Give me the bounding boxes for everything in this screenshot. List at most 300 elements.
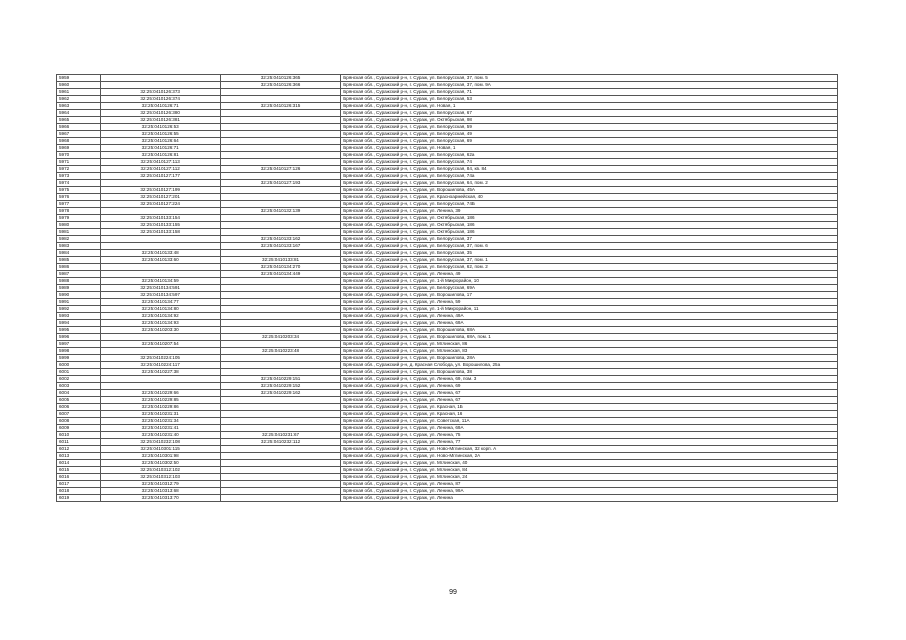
address-cell: Брянская обл., Суражский р-н, г. Сураж, ул. 1-й Микрорайон, 10: [341, 278, 838, 285]
cadastral-number-cell: 32:25:0410231:41: [100, 425, 220, 432]
building-cadastral-number-cell: [220, 187, 340, 194]
row-number-cell: 6012: [57, 446, 101, 453]
address-cell: Брянская обл., Суражский р-н, г. Сураж, ул. Белорусская, 67: [341, 110, 838, 117]
cadastral-number-cell: 32:25:0410126:64: [100, 138, 220, 145]
table-row: [57, 194, 838, 201]
building-cadastral-number-cell: [220, 418, 340, 425]
building-cadastral-number-cell: [220, 229, 340, 236]
cadastral-number-cell: 32:25:0410126:71: [100, 103, 220, 110]
building-cadastral-number-cell: [220, 355, 340, 362]
building-cadastral-number-cell: 32:25:0410134:270: [220, 264, 340, 271]
building-cadastral-number-cell: [220, 369, 340, 376]
row-number-cell: 6017: [57, 481, 101, 488]
property-table: [56, 74, 838, 502]
address-cell: Брянская обл., Суражский р-н, г. Сураж, ул. Белорусская, 35: [341, 250, 838, 257]
address-cell: Брянская обл., Суражский р-н, г. Сураж, ул. Белорусская, 59: [341, 124, 838, 131]
address-cell: Брянская обл., Суражский р-н, г. Сураж, ул. Ворошилова, 28А: [341, 355, 838, 362]
row-number-cell: 5982: [57, 236, 101, 243]
row-number-cell: 5975: [57, 187, 101, 194]
building-cadastral-number-cell: [220, 250, 340, 257]
table-row: [57, 152, 838, 159]
cadastral-number-cell: 32:25:0410312:79: [100, 481, 220, 488]
cadastral-number-cell: 32:25:0410127:224: [100, 201, 220, 208]
building-cadastral-number-cell: 32:25:0410133:162: [220, 236, 340, 243]
cadastral-number-cell: 32:25:0410227:38: [100, 369, 220, 376]
building-cadastral-number-cell: 32:25:0410133:81: [220, 257, 340, 264]
row-number-cell: 5999: [57, 355, 101, 362]
row-number-cell: 5971: [57, 159, 101, 166]
address-cell: Брянская обл., Суражский р-н, г. Сураж, ул. Мглинская, 84: [341, 467, 838, 474]
row-number-cell: 5962: [57, 96, 101, 103]
address-cell: Брянская обл., Суражский р-н, г. Сураж, ул. Ворошилова, 68А, пом. 1: [341, 334, 838, 341]
row-number-cell: 5985: [57, 257, 101, 264]
cadastral-number-cell: 32:25:0410127:201: [100, 194, 220, 201]
table-row: [57, 320, 838, 327]
cadastral-number-cell: 32:25:0410134:92: [100, 313, 220, 320]
cadastral-number-cell: 32:25:0410312:102: [100, 467, 220, 474]
building-cadastral-number-cell: 32:25:0410231:67: [220, 432, 340, 439]
building-cadastral-number-cell: [220, 299, 340, 306]
table-row: [57, 215, 838, 222]
building-cadastral-number-cell: [220, 488, 340, 495]
building-cadastral-number-cell: 32:25:0410126:315: [220, 103, 340, 110]
cadastral-number-cell: 32:25:0410134:80: [100, 306, 220, 313]
table-row: [57, 180, 838, 187]
table-row: [57, 341, 838, 348]
table-row: [57, 173, 838, 180]
address-cell: Брянская обл., Суражский р-н, г. Сураж, ул. Белорусская, 37: [341, 236, 838, 243]
address-cell: Брянская обл., Суражский р-н, г. Сураж, ул. Октябрьская, 186: [341, 222, 838, 229]
cadastral-number-cell: [100, 243, 220, 250]
cadastral-number-cell: 32:25:0410207:54: [100, 341, 220, 348]
cadastral-number-cell: 32:25:0410301:98: [100, 453, 220, 460]
address-cell: Брянская обл., Суражский р-н, г. Сураж, ул. Ворошилова, 45А: [341, 187, 838, 194]
address-cell: Брянская обл., Суражский р-н, г. Сураж, ул. Белорусская, 64, пом. 2: [341, 180, 838, 187]
table-row: [57, 313, 838, 320]
cadastral-number-cell: 32:25:0410127:112: [100, 166, 220, 173]
address-cell: Брянская обл., Суражский р-н, г. Сураж, ул. Мглинская, 40: [341, 460, 838, 467]
building-cadastral-number-cell: 32:25:0410134:449: [220, 271, 340, 278]
row-number-cell: 6016: [57, 474, 101, 481]
cadastral-number-cell: [100, 208, 220, 215]
row-number-cell: 5993: [57, 313, 101, 320]
table-row: [57, 229, 838, 236]
row-number-cell: 6002: [57, 376, 101, 383]
building-cadastral-number-cell: [220, 96, 340, 103]
cadastral-number-cell: 32:25:0410126:53: [100, 124, 220, 131]
address-cell: Брянская обл., Суражский р-н, г. Сураж, ул. Ворошилова, 17: [341, 292, 838, 299]
table-row: [57, 187, 838, 194]
address-cell: Брянская обл., Суражский р-н, г. Сураж, ул. Ленина, 99А: [341, 488, 838, 495]
building-cadastral-number-cell: 32:25:0410229:162: [220, 390, 340, 397]
row-number-cell: 6014: [57, 460, 101, 467]
cadastral-number-cell: 32:25:0410134:77: [100, 299, 220, 306]
address-cell: Брянская обл., Суражский р-н, г. Сураж, ул. Ленина, 69А: [341, 425, 838, 432]
table-row: [57, 404, 838, 411]
cadastral-number-cell: [100, 383, 220, 390]
building-cadastral-number-cell: [220, 495, 340, 502]
address-cell: Брянская обл., Суражский р-н, г. Сураж, ул. Белорусская, 71: [341, 89, 838, 96]
table-row: [57, 390, 838, 397]
table-row: [57, 110, 838, 117]
row-number-cell: 5966: [57, 124, 101, 131]
row-number-cell: 6003: [57, 383, 101, 390]
cadastral-number-cell: 32:25:0410133:48: [100, 250, 220, 257]
building-cadastral-number-cell: [220, 131, 340, 138]
table-row: [57, 446, 838, 453]
row-number-cell: 6015: [57, 467, 101, 474]
building-cadastral-number-cell: [220, 173, 340, 180]
table-row: [57, 278, 838, 285]
table-row: [57, 89, 838, 96]
cadastral-number-cell: 32:25:0410126:71: [100, 145, 220, 152]
row-number-cell: 6007: [57, 411, 101, 418]
row-number-cell: 6001: [57, 369, 101, 376]
row-number-cell: 5991: [57, 299, 101, 306]
row-number-cell: 5984: [57, 250, 101, 257]
building-cadastral-number-cell: [220, 201, 340, 208]
table-row: [57, 82, 838, 89]
building-cadastral-number-cell: [220, 89, 340, 96]
row-number-cell: 5978: [57, 208, 101, 215]
table-row: [57, 383, 838, 390]
address-cell: Брянская обл., Суражский р-н, г. Сураж, ул. Белорусская, 84, кв. 84: [341, 166, 838, 173]
building-cadastral-number-cell: [220, 320, 340, 327]
row-number-cell: 5963: [57, 103, 101, 110]
table-row: [57, 348, 838, 355]
table-row: [57, 460, 838, 467]
row-number-cell: 5998: [57, 348, 101, 355]
cadastral-number-cell: 32:25:0410312:103: [100, 474, 220, 481]
row-number-cell: 5980: [57, 222, 101, 229]
row-number-cell: 6000: [57, 362, 101, 369]
building-cadastral-number-cell: [220, 215, 340, 222]
row-number-cell: 5969: [57, 145, 101, 152]
building-cadastral-number-cell: [220, 446, 340, 453]
table-row: [57, 285, 838, 292]
address-cell: Брянская обл., Суражский р-н, г. Сураж, ул. Новая, 1: [341, 103, 838, 110]
cadastral-number-cell: [100, 264, 220, 271]
cadastral-number-cell: 32:25:0410133:155: [100, 222, 220, 229]
address-cell: Брянская обл., Суражский р-н, г. Сураж, ул. Ворошилова, 38: [341, 369, 838, 376]
row-number-cell: 5986: [57, 264, 101, 271]
address-cell: Брянская обл., Суражский р-н, г. Сураж, ул. Белорусская, 74Б: [341, 201, 838, 208]
cadastral-number-cell: 32:25:0410133:154: [100, 215, 220, 222]
address-cell: Брянская обл., Суражский р-н, г. Сураж, ул. Мглинская, 86: [341, 341, 838, 348]
table-row: [57, 166, 838, 173]
building-cadastral-number-cell: [220, 453, 340, 460]
table-row: [57, 369, 838, 376]
cadastral-number-cell: [100, 180, 220, 187]
table-row: [57, 292, 838, 299]
table-row: [57, 257, 838, 264]
address-cell: Брянская обл., Суражский р-н, г. Сураж, ул. Ленина, 69: [341, 383, 838, 390]
cadastral-number-cell: 32:25:0410133:158: [100, 229, 220, 236]
cadastral-number-cell: 32:25:0410126:373: [100, 89, 220, 96]
cadastral-number-cell: 32:25:0410134:597: [100, 292, 220, 299]
building-cadastral-number-cell: [220, 467, 340, 474]
address-cell: Брянская обл., Суражский р-н, г. Сураж, ул. Ленина, 49А: [341, 313, 838, 320]
table-row: [57, 243, 838, 250]
row-number-cell: 6011: [57, 439, 101, 446]
address-cell: Брянская обл., Суражский р-н, г. Сураж, ул. Октябрьская, 98: [341, 117, 838, 124]
cadastral-number-cell: [100, 334, 220, 341]
cadastral-number-cell: 32:25:0410127:113: [100, 159, 220, 166]
table-row: [57, 418, 838, 425]
building-cadastral-number-cell: [220, 159, 340, 166]
cadastral-number-cell: 32:25:0410133:60: [100, 257, 220, 264]
page-number: 99: [449, 589, 457, 596]
building-cadastral-number-cell: 32:25:0410127:126: [220, 166, 340, 173]
row-number-cell: 5990: [57, 292, 101, 299]
table-row: [57, 376, 838, 383]
building-cadastral-number-cell: [220, 145, 340, 152]
cadastral-number-cell: 32:25:0410231:31: [100, 411, 220, 418]
row-number-cell: 5988: [57, 278, 101, 285]
table-row: [57, 75, 838, 82]
building-cadastral-number-cell: [220, 278, 340, 285]
table-row: [57, 306, 838, 313]
building-cadastral-number-cell: [220, 327, 340, 334]
cadastral-number-cell: 32:25:0410313:70: [100, 495, 220, 502]
table-row: [57, 355, 838, 362]
building-cadastral-number-cell: [220, 404, 340, 411]
table-row: [57, 201, 838, 208]
row-number-cell: 5997: [57, 341, 101, 348]
row-number-cell: 5968: [57, 138, 101, 145]
cadastral-number-cell: 32:25:0410126:81: [100, 152, 220, 159]
cadastral-number-cell: 32:25:0410229:85: [100, 397, 220, 404]
row-number-cell: 5979: [57, 215, 101, 222]
building-cadastral-number-cell: 32:25:0410229:151: [220, 376, 340, 383]
row-number-cell: 6005: [57, 397, 101, 404]
cadastral-number-cell: [100, 82, 220, 89]
building-cadastral-number-cell: [220, 124, 340, 131]
cadastral-number-cell: 32:25:0410231:34: [100, 418, 220, 425]
building-cadastral-number-cell: [220, 425, 340, 432]
row-number-cell: 5976: [57, 194, 101, 201]
cadastral-number-cell: 32:25:0410126:380: [100, 110, 220, 117]
cadastral-number-cell: [100, 271, 220, 278]
address-cell: Брянская обл., Суражский р-н, г. Сураж, ул. Ленина, 39: [341, 208, 838, 215]
table-row: [57, 488, 838, 495]
cadastral-number-cell: 32:25:0410313:68: [100, 488, 220, 495]
building-cadastral-number-cell: [220, 306, 340, 313]
address-cell: Брянская обл., Суражский р-н, г. Сураж, ул. Красная, 16: [341, 411, 838, 418]
table-row: [57, 474, 838, 481]
cadastral-number-cell: 32:25:0410232:108: [100, 439, 220, 446]
row-number-cell: 5974: [57, 180, 101, 187]
cadastral-number-cell: 32:25:0410127:199: [100, 187, 220, 194]
address-cell: Брянская обл., Суражский р-н, г. Сураж, ул. Ленина, 69А: [341, 320, 838, 327]
address-cell: Брянская обл., Суражский р-н, г. Сураж, ул. Белорусская, 37, пом. 6: [341, 243, 838, 250]
row-number-cell: 5996: [57, 334, 101, 341]
row-number-cell: 6019: [57, 495, 101, 502]
address-cell: Брянская обл., Суражский р-н, г. Сураж, ул. Белорусская, 69А: [341, 285, 838, 292]
cadastral-number-cell: 32:25:0410302:50: [100, 460, 220, 467]
table-row: [57, 208, 838, 215]
table-row: [57, 159, 838, 166]
table-row: [57, 453, 838, 460]
row-number-cell: 5983: [57, 243, 101, 250]
table-row: [57, 271, 838, 278]
address-cell: Брянская обл., Суражский р-н, г. Сураж, ул. Красная, 1Б: [341, 404, 838, 411]
address-cell: Брянская обл., Суражский р-н, г. Сураж, ул. Белорусская, 74: [341, 159, 838, 166]
row-number-cell: 5973: [57, 173, 101, 180]
building-cadastral-number-cell: [220, 481, 340, 488]
address-cell: Брянская обл., Суражский р-н, г. Сураж, ул. Мглинская, 83: [341, 348, 838, 355]
row-number-cell: 6004: [57, 390, 101, 397]
table-row: [57, 439, 838, 446]
address-cell: Брянская обл., Суражский р-н, г. Сураж, ул. Ленина, 69, пом. 3: [341, 376, 838, 383]
row-number-cell: 6006: [57, 404, 101, 411]
address-cell: Брянская обл., Суражский р-н, г. Сураж, ул. Белорусская, 53: [341, 96, 838, 103]
address-cell: Брянская обл., Суражский р-н, г. Сураж, ул. Белорусская, 62, пом. 2: [341, 264, 838, 271]
table-row: [57, 124, 838, 131]
building-cadastral-number-cell: [220, 222, 340, 229]
address-cell: Брянская обл., Суражский р-н, г. Сураж, ул. Белорусская, 37, пом. 1: [341, 257, 838, 264]
address-cell: Брянская обл., Суражский р-н, г. Сураж, ул. Ленина, 77: [341, 439, 838, 446]
cadastral-number-cell: 32:25:0410134:591: [100, 285, 220, 292]
row-number-cell: 5972: [57, 166, 101, 173]
cadastral-number-cell: 32:25:0410229:86: [100, 404, 220, 411]
building-cadastral-number-cell: 32:25:0410229:152: [220, 383, 340, 390]
table-row: [57, 327, 838, 334]
table-row: [57, 138, 838, 145]
cadastral-number-cell: 32:25:0410231:40: [100, 432, 220, 439]
building-cadastral-number-cell: [220, 411, 340, 418]
table-row: [57, 236, 838, 243]
building-cadastral-number-cell: [220, 110, 340, 117]
building-cadastral-number-cell: 32:25:0410203:34: [220, 334, 340, 341]
table-row: [57, 334, 838, 341]
row-number-cell: 5977: [57, 201, 101, 208]
row-number-cell: 5992: [57, 306, 101, 313]
row-number-cell: 6008: [57, 418, 101, 425]
building-cadastral-number-cell: [220, 460, 340, 467]
address-cell: Брянская обл., Суражский р-н, г. Сураж, ул. Ленина, 49: [341, 271, 838, 278]
row-number-cell: 6013: [57, 453, 101, 460]
table-row: [57, 131, 838, 138]
address-cell: Брянская обл., Суражский р-н, г. Сураж, ул. Мглинская, 24: [341, 474, 838, 481]
row-number-cell: 5960: [57, 82, 101, 89]
table-row: [57, 467, 838, 474]
building-cadastral-number-cell: 32:25:0410127:193: [220, 180, 340, 187]
table-row: [57, 425, 838, 432]
address-cell: Брянская обл., Суражский р-н, г. Сураж, ул. Красноармейская, 40: [341, 194, 838, 201]
table-row: [57, 362, 838, 369]
row-number-cell: 5959: [57, 75, 101, 82]
cadastral-number-cell: [100, 376, 220, 383]
building-cadastral-number-cell: [220, 194, 340, 201]
building-cadastral-number-cell: 32:25:0410126:365: [220, 75, 340, 82]
cadastral-number-cell: 32:25:0410224:117: [100, 362, 220, 369]
address-cell: Брянская обл., Суражский р-н, г. Сураж, ул. Ленина: [341, 495, 838, 502]
address-cell: Брянская обл., Суражский р-н, г. Сураж, ул. Октябрьская, 186: [341, 215, 838, 222]
cadastral-number-cell: [100, 348, 220, 355]
row-number-cell: 6009: [57, 425, 101, 432]
table-row: [57, 250, 838, 257]
address-cell: Брянская обл., Суражский р-н, г. Сураж, ул. Ленина, 67: [341, 390, 838, 397]
address-cell: Брянская обл., Суражский р-н, г. Сураж, ул. Белорусская, 74а: [341, 173, 838, 180]
address-cell: Брянская обл., Суражский р-н, г. Сураж, ул. Ленина, 87: [341, 481, 838, 488]
address-cell: Брянская обл., Суражский р-н, г. Сураж, ул. Ворошилова, 68А: [341, 327, 838, 334]
table-row: [57, 117, 838, 124]
building-cadastral-number-cell: [220, 362, 340, 369]
row-number-cell: 5987: [57, 271, 101, 278]
table-row: [57, 299, 838, 306]
table-row: [57, 432, 838, 439]
table-row: [57, 411, 838, 418]
building-cadastral-number-cell: [220, 292, 340, 299]
building-cadastral-number-cell: [220, 341, 340, 348]
row-number-cell: 5995: [57, 327, 101, 334]
building-cadastral-number-cell: [220, 117, 340, 124]
address-cell: Брянская обл., Суражский р-н, г. Сураж, ул. Советская, 11А: [341, 418, 838, 425]
building-cadastral-number-cell: 32:25:0410232:112: [220, 439, 340, 446]
row-number-cell: 5981: [57, 229, 101, 236]
table-row: [57, 481, 838, 488]
building-cadastral-number-cell: 32:25:0410133:167: [220, 243, 340, 250]
cadastral-number-cell: 32:25:0410301:115: [100, 446, 220, 453]
address-cell: Брянская обл., Суражский р-н, г. Сураж, ул. Белорусская, 69: [341, 138, 838, 145]
cadastral-number-cell: 32:25:0410224:105: [100, 355, 220, 362]
row-number-cell: 6010: [57, 432, 101, 439]
cadastral-number-cell: 32:25:0410126:374: [100, 96, 220, 103]
table-row: [57, 397, 838, 404]
address-cell: Брянская обл., Суражский р-н, г. Сураж, ул. Белорусская, 37, пом. 5: [341, 75, 838, 82]
address-cell: Брянская обл., Суражский р-н, г. Сураж, ул. Октябрьская, 186: [341, 229, 838, 236]
row-number-cell: 6018: [57, 488, 101, 495]
cadastral-number-cell: 32:25:0410229:66: [100, 390, 220, 397]
table-row: [57, 96, 838, 103]
row-number-cell: 5965: [57, 117, 101, 124]
cadastral-number-cell: 32:25:0410126:55: [100, 131, 220, 138]
table-row: [57, 264, 838, 271]
address-cell: Брянская обл., Суражский р-н, г. Сураж, ул. Белорусская, 37, пом. 9А: [341, 82, 838, 89]
cadastral-number-cell: 32:25:0410134:59: [100, 278, 220, 285]
row-number-cell: 5967: [57, 131, 101, 138]
address-cell: Брянская обл., Суражский р-н, г. Сураж, ул. Ленина, 75: [341, 432, 838, 439]
cadastral-number-cell: 32:25:0410126:381: [100, 117, 220, 124]
row-number-cell: 5994: [57, 320, 101, 327]
table-row: [57, 222, 838, 229]
cadastral-number-cell: 32:25:0410127:177: [100, 173, 220, 180]
address-cell: Брянская обл., Суражский р-н, г. Сураж, ул. Ново-Мглинская, 32 корп. А: [341, 446, 838, 453]
row-number-cell: 5961: [57, 89, 101, 96]
address-cell: Брянская обл., Суражский р-н, г. Сураж, ул. Ново-Мглинская, 2А: [341, 453, 838, 460]
address-cell: Брянская обл., Суражский р-н, г. Сураж, ул. 1-й Микрорайон, 11: [341, 306, 838, 313]
building-cadastral-number-cell: [220, 313, 340, 320]
building-cadastral-number-cell: [220, 397, 340, 404]
table-row: [57, 103, 838, 110]
address-cell: Брянская обл., Суражский р-н, г. Сураж, ул. Ленина, 59: [341, 299, 838, 306]
building-cadastral-number-cell: [220, 152, 340, 159]
building-cadastral-number-cell: 32:25:0410223:48: [220, 348, 340, 355]
row-number-cell: 5964: [57, 110, 101, 117]
address-cell: Брянская обл., Суражский р-н, г. Сураж, ул. Белорусская, 62а: [341, 152, 838, 159]
cadastral-number-cell: 32:25:0410203:30: [100, 327, 220, 334]
building-cadastral-number-cell: 32:25:0410126:366: [220, 82, 340, 89]
building-cadastral-number-cell: [220, 474, 340, 481]
building-cadastral-number-cell: 32:25:0410132:139: [220, 208, 340, 215]
row-number-cell: 5989: [57, 285, 101, 292]
cadastral-number-cell: [100, 236, 220, 243]
building-cadastral-number-cell: [220, 285, 340, 292]
address-cell: Брянская обл., Суражский р-н, г. Сураж, ул. Новая, 1: [341, 145, 838, 152]
table-row: [57, 495, 838, 502]
address-cell: Брянская обл., Суражский р-н, г. Сураж, ул. Ленина, 67: [341, 397, 838, 404]
